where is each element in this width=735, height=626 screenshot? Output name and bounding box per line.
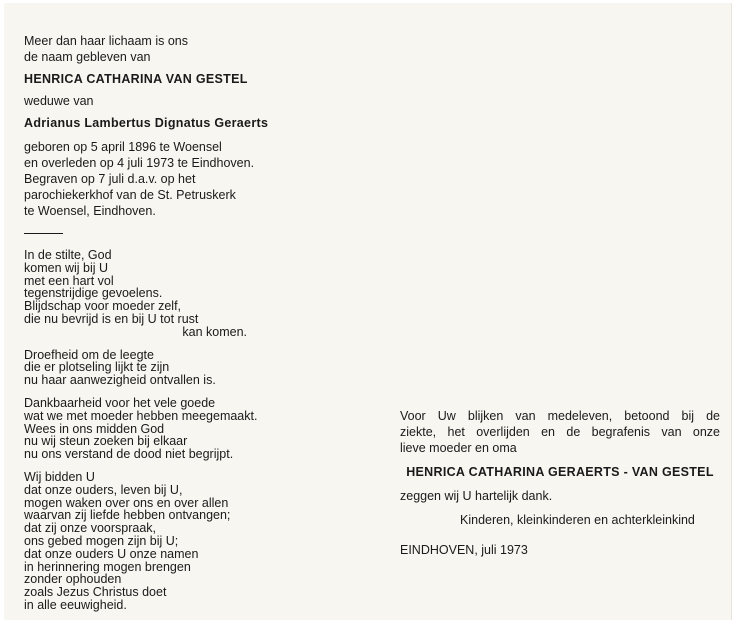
thanks-line: ziekte, het overlijden en de begrafenis van onze [400, 425, 720, 439]
thanks-closing: zeggen wij U hartelijk dank. [400, 489, 553, 503]
poem-line: waarvan zij liefde hebben ontvangen; [24, 508, 231, 523]
poem-line: Dankbaarheid voor het vele goede [24, 395, 216, 410]
poem-stanza [24, 349, 354, 387]
poem-line: In de stilte, God [24, 248, 112, 262]
memorial-card [4, 3, 732, 620]
poem-line: met een hart vol [24, 273, 114, 288]
husband-name: Adrianus Lambertus Dignatus Geraerts [24, 116, 269, 130]
poem-line: dat zij onze voorspraak, [24, 521, 157, 536]
poem-line: dat onze ouders U onze namen [24, 546, 199, 561]
poem-line: nu wij steun zoeken bij elkaar [24, 434, 188, 449]
poem-line: Blijdschap voor moeder zelf, [24, 299, 182, 314]
detail-line: parochiekerkhof van de St. Petruskerk [24, 188, 236, 202]
intro-line: Meer dan haar lichaam is ons [24, 34, 188, 48]
family-signature: Kinderen, kleinkinderen en achterkleinkind [460, 513, 695, 527]
poem-line: tegenstrijdige gevoelens. [24, 286, 163, 301]
poem [24, 249, 354, 612]
poem-line: komen wij bij U [24, 260, 109, 275]
intro-line: de naam gebleven van [24, 50, 151, 64]
poem-line: die er plotseling lijkt te zijn [24, 360, 170, 375]
poem-line: in alle eeuwigheid. [24, 597, 127, 612]
poem-line: in herinnering mogen brengen [24, 559, 191, 574]
poem-stanza [24, 471, 354, 612]
poem-line: zoals Jezus Christus doet [24, 585, 167, 600]
widow-of-label: weduwe van [24, 94, 94, 108]
poem-line: wat we met moeder hebben meegemaakt. [24, 408, 258, 423]
poem-stanza [24, 249, 354, 339]
left-page [24, 33, 354, 612]
poem-line: Droefheid om de leegte [24, 347, 154, 362]
detail-line: en overleden op 4 juli 1973 te Eindhoven. [24, 156, 255, 170]
detail-line: Begraven op 7 juli d.a.v. op het [24, 172, 196, 186]
poem-line: Wij bidden U [24, 469, 95, 484]
family-name: HENRICA CATHARINA GERAERTS - VAN GESTEL [406, 465, 714, 479]
divider-rule [24, 233, 63, 234]
poem-line: Wees in ons midden God [24, 421, 165, 436]
right-page [400, 408, 730, 558]
poem-line: nu haar aanwezigheid ontvallen is. [24, 373, 216, 388]
poem-line: zonder ophouden [24, 572, 122, 587]
poem-stanza [24, 397, 354, 461]
detail-line: te Woensel, Eindhoven. [24, 204, 156, 218]
poem-line: die nu bevrijd is en bij U tot rust [24, 311, 199, 326]
poem-line: dat onze ouders, leven bij U, [24, 482, 183, 497]
detail-line: geboren op 5 april 1896 te Woensel [24, 140, 222, 154]
poem-line: nu ons verstand de dood niet begrijpt. [24, 447, 234, 462]
place-date: EINDHOVEN, juli 1973 [400, 543, 528, 557]
poem-line: kan komen. [182, 324, 247, 339]
thanks-line: lieve moeder en oma [400, 441, 517, 455]
thanks-line: Voor Uw blijken van medeleven, betoond bij de [400, 409, 720, 423]
deceased-name: HENRICA CATHARINA VAN GESTEL [24, 72, 248, 86]
poem-line: ons gebed mogen zijn bij U; [24, 533, 179, 548]
poem-line: mogen waken over ons en over allen [24, 495, 229, 510]
